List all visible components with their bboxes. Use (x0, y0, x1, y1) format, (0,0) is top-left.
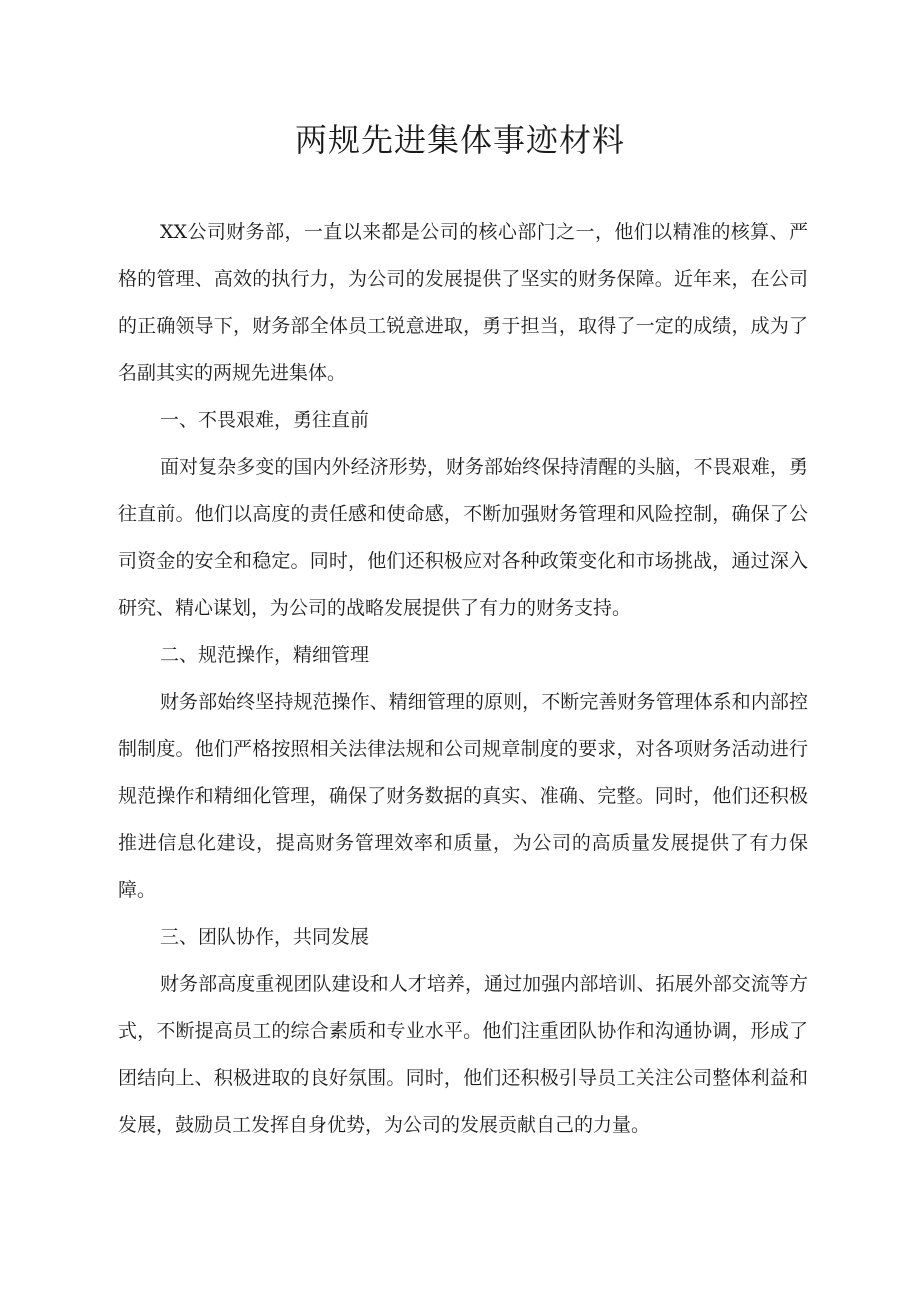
section-heading-1: 一、不畏艰难，勇往直前 (160, 409, 370, 431)
section-paragraph-2: 财务部始终坚持规范操作、精细管理的原则，不断完善财务管理体系和内部控制制度。他们严格按照相关法律法规和公司规章制度的要求，对各项财务活动进行规范操作和精细化管理，确保了财务数据的真实、准确、完整。同时，他们还积极推进信息化建设，提高财务管理效率和质量，为公司的高质量发展提供了有力保障。 (118, 691, 808, 901)
section-paragraph-1: 面对复杂多变的国内外经济形势，财务部始终保持清醒的头脑，不畏艰难，勇往直前。他们以高度的责任感和使命感，不断加强财务管理和风险控制，确保了公司资金的安全和稳定。同时，他们还积极应对各种政策变化和市场挑战，通过深入研究、精心谋划，为公司的战略发展提供了有力的财务支持。 (118, 456, 808, 619)
intro-paragraph: XX公司财务部，一直以来都是公司的核心部门之一，他们以精准的核算、严格的管理、高效的执行力，为公司的发展提供了坚实的财务保障。近年来，在公司的正确领导下，财务部全体员工锐意进取，勇于担当，取得了一定的成绩，成为了名副其实的两规先进集体。 (118, 221, 808, 384)
section-heading-3: 三、团队协作，共同发展 (160, 926, 370, 948)
section-paragraph-3: 财务部高度重视团队建设和人才培养，通过加强内部培训、拓展外部交流等方式，不断提高员工的综合素质和专业水平。他们注重团队协作和沟通协调，形成了团结向上、积极进取的良好氛围。同时，他们还积极引导员工关注公司整体利益和发展，鼓励员工发挥自身优势，为公司的发展贡献自己的力量。 (118, 973, 808, 1136)
document-body (118, 209, 808, 1149)
section-heading-2: 二、规范操作，精细管理 (160, 644, 370, 666)
document-title: 两规先进集体事迹材料 (294, 121, 625, 159)
